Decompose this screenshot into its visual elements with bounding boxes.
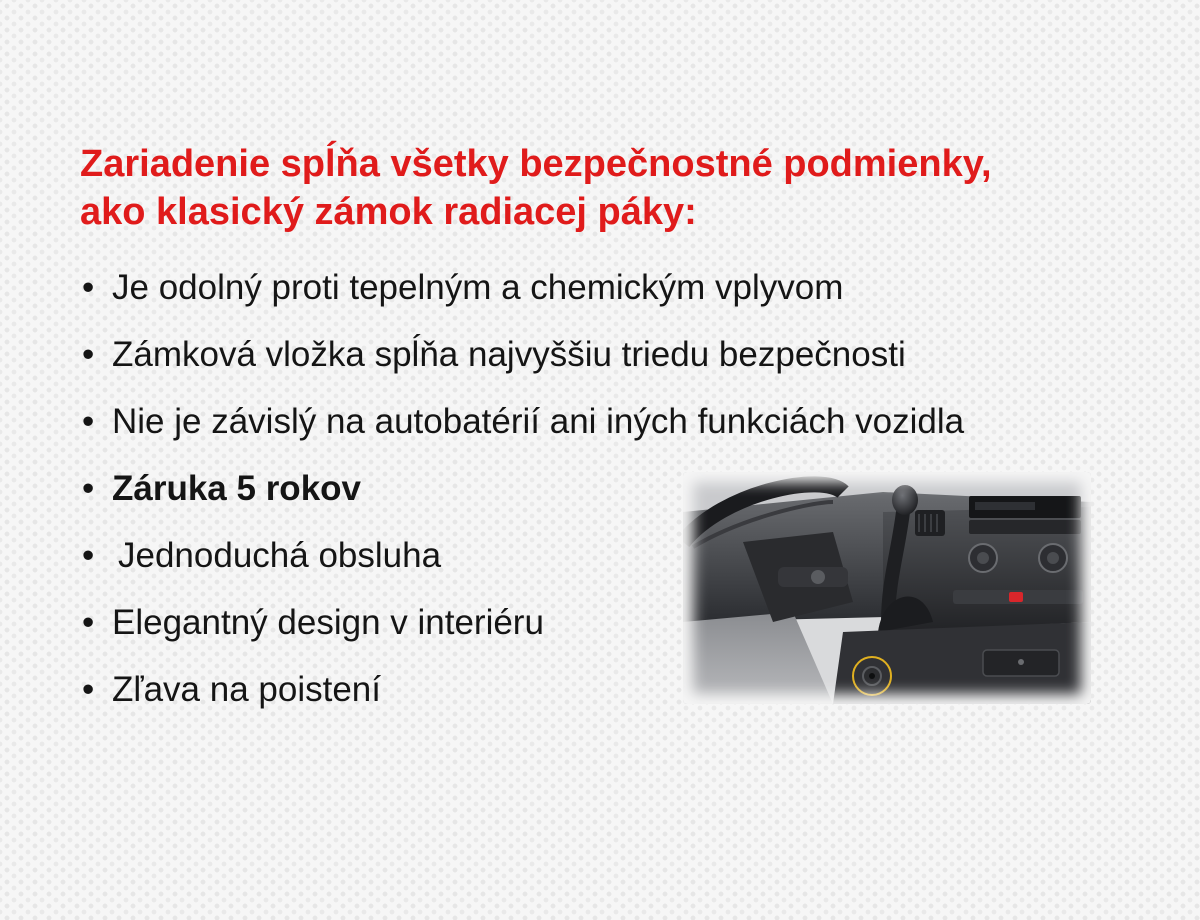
bullet-icon: • bbox=[82, 536, 95, 575]
bullet-icon: • bbox=[82, 335, 95, 374]
bullet-item bbox=[82, 258, 964, 325]
bullet-icon: • bbox=[82, 469, 95, 508]
bullet-text: Zľava na poistení bbox=[112, 670, 381, 709]
bullet-item bbox=[82, 392, 964, 459]
bullet-text: Zámková vložka spĺňa najvyššiu triedu bezpečnosti bbox=[112, 335, 906, 374]
heading-line-2: ako klasický zámok radiacej páky: bbox=[80, 191, 697, 233]
bullet-icon: • bbox=[82, 268, 95, 307]
slide-heading bbox=[80, 140, 1170, 236]
bullet-icon: • bbox=[82, 670, 95, 709]
bullet-text: Elegantný design v interiéru bbox=[112, 603, 544, 642]
bullet-text: Záruka 5 rokov bbox=[112, 469, 361, 508]
bullet-text: Je odolný proti tepelným a chemickým vplyvom bbox=[112, 268, 844, 307]
bullet-icon: • bbox=[82, 402, 95, 441]
car-interior-photo bbox=[683, 472, 1091, 704]
car-interior-illustration bbox=[683, 472, 1091, 704]
bullet-text: Jednoduchá obsluha bbox=[118, 536, 442, 575]
heading-line-1: Zariadenie spĺňa všetky bezpečnostné podmienky, bbox=[80, 143, 992, 185]
bullet-icon: • bbox=[82, 603, 95, 642]
bullet-item bbox=[82, 325, 964, 392]
bullet-text: Nie je závislý na autobatérií ani iných funkciách vozidla bbox=[112, 402, 965, 441]
